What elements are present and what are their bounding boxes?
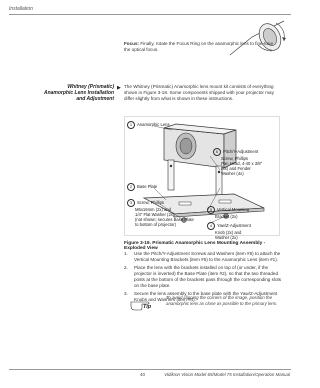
callout-label: Base Plate (137, 184, 158, 189)
callout-label: to bottom of projector) (135, 222, 176, 227)
callout-label: 1/4" Flat Washer (2x) (135, 212, 175, 217)
step-text: Place the lens with the brackets installed on top of (or under, if the projector is inverted) the Base Plate (item #2), so that the two threaded posts at the bottom of the brackets pass through the corresponding slots on the base plate. (134, 265, 282, 288)
callout-2 (127, 183, 157, 191)
intro-paragraph: The Whitney (Prismatic) Anamorphic lens mount kit consists of everything shown in Figure 3-18. Some components shipped with your projector may differ slightly from what is shown in these instructions. (124, 84, 274, 101)
step-text: Secure the lens assembly to the base plate with the Yaw/Z-Adjustment Knobs and Washers (item #4). (134, 291, 278, 302)
footer-rule (9, 369, 291, 370)
callout-label: Yaw/Z-Adjustment (217, 223, 251, 228)
step-number: 3. (124, 291, 128, 296)
callout-number: 4 (207, 222, 215, 230)
arrow-right-icon: ▶ (117, 85, 121, 91)
callout-number: 1 (127, 121, 135, 129)
callout-label: Screw, Phillips (221, 156, 248, 161)
callout-6 (213, 148, 262, 176)
callout-label: Screw, Phillips (137, 200, 164, 205)
callout-label: (not shown; secures Base Plate (135, 217, 194, 222)
callout-label: (4x) and Fender (221, 166, 251, 171)
tip-box (124, 294, 284, 312)
callout-number: 5 (207, 206, 215, 214)
section-heading-line: Whitney (Prismatic) (67, 84, 114, 90)
callout-label: Bracket (2x) (215, 214, 238, 219)
section-heading (12, 84, 114, 103)
callout-number: 6 (213, 148, 221, 156)
callout-label: Washer (4x) (221, 171, 244, 176)
step-text: Use the Pitch/Y-Adjustment Screws and Washers (item #6) to attach the Vertical Mounting Brackets (item #5) to the Anamorphic Lens (item #1). (134, 251, 281, 262)
tip-text: To avoid clipping the corners of the image, position the anamorphic lens as close as possible to the primary lens. (166, 295, 278, 306)
footer-title: Vidikron Vision Model 65/Model 75 Installation/Operation Manual (164, 372, 290, 377)
callout-label: M6x16mm (2x) and (135, 207, 172, 212)
focus-lead: Focus: (124, 41, 140, 46)
callout-3 (127, 199, 194, 227)
section-heading-line: and Adjustment (76, 96, 114, 103)
callout-label: Pitch/Y-Adjustment (223, 149, 259, 154)
step-number: 1. (124, 251, 128, 256)
page-number: 40 (140, 372, 146, 377)
callout-label: Anamorphic Lens (137, 122, 170, 127)
step-number: 2. (124, 265, 128, 270)
callout-label: Washer (2x) (215, 235, 238, 240)
list-item (124, 265, 284, 289)
figure-caption: Figure 3-19. Prismatic Anamorphic Lens Mounting Assembly - Exploded View (124, 241, 266, 251)
running-header: Installation (9, 6, 33, 12)
focus-text: Finally, rotate the Focus Ring on the anamorphic lens to fine-tune the optical focus. (124, 41, 274, 52)
callout-number: 3 (127, 199, 135, 207)
callout-label: Pan Head, 4-40 x 3/8" (221, 161, 263, 166)
callout-label: Knob (2x) and (215, 230, 242, 235)
section-heading-line: Anamorphic Lens Installation (43, 90, 114, 97)
callout-number: 2 (127, 183, 135, 191)
callout-label: Vertical Mounting (217, 207, 250, 212)
tip-label: Tip (143, 304, 152, 310)
list-item (124, 251, 284, 263)
callout-1 (127, 121, 170, 129)
focus-paragraph (124, 41, 274, 53)
callout-4 (207, 222, 251, 240)
callout-5 (207, 206, 249, 219)
